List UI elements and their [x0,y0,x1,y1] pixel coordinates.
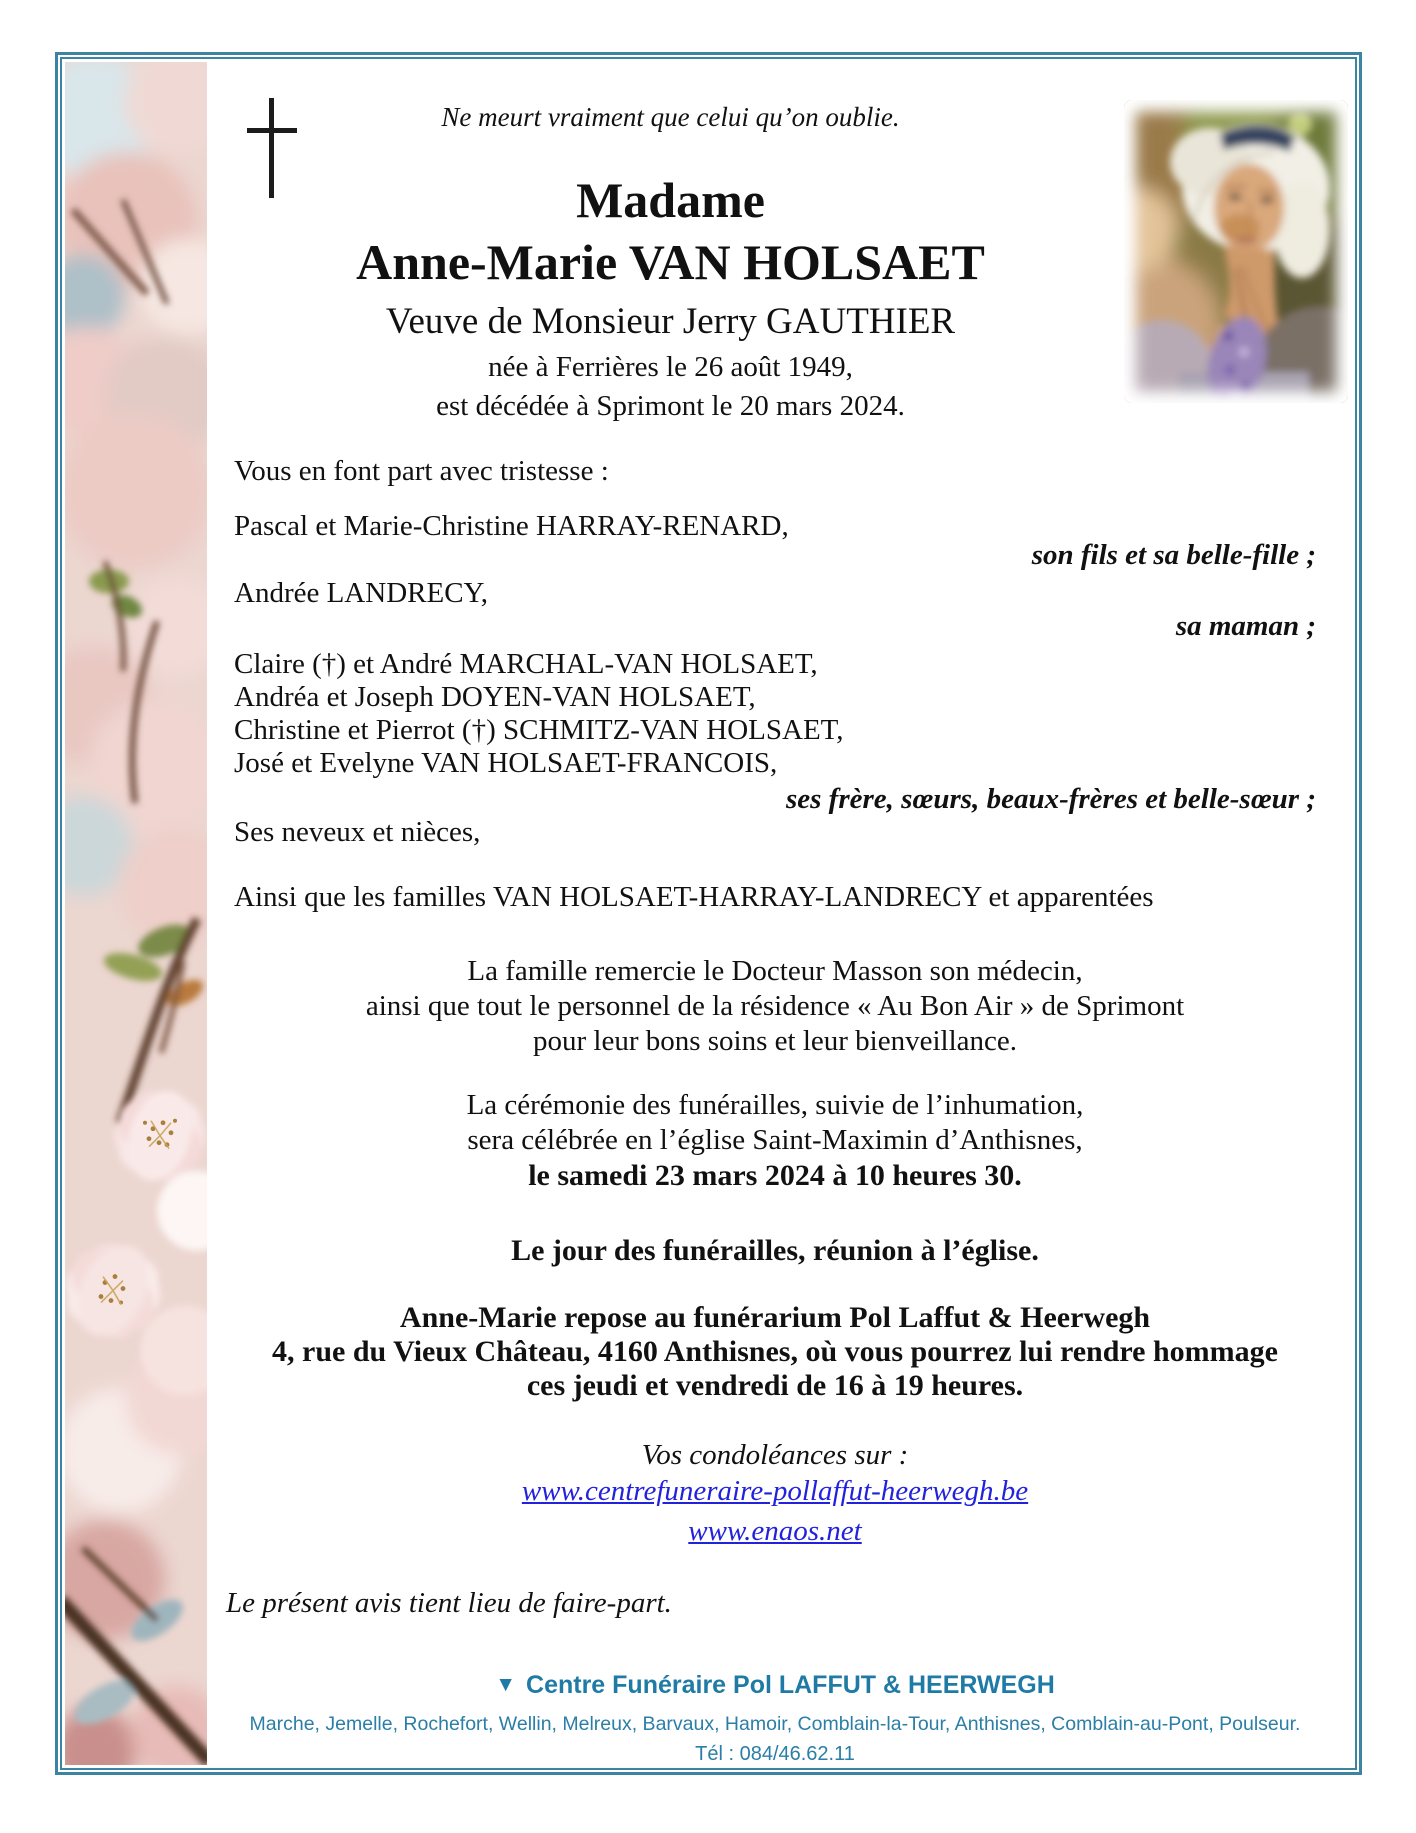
thanks-line: ainsi que tout le personnel de la résidence « Au Bon Air » de Sprimont [365,990,1185,1022]
ceremony-line: sera célébrée en l’église Saint-Maximin d’Anthisnes, [467,1124,1083,1156]
notice-line: Le présent avis tient lieu de faire-part. [226,1587,672,1619]
condolences-label: Vos condoléances sur : [641,1439,909,1471]
death-line: est décédée à Sprimont le 20 mars 2024. [436,390,905,422]
cherry-blossom-image [65,62,207,1765]
families-line: Ainsi que les familles VAN HOLSAET-HARRAY-LANDRECY et apparentées [234,881,1154,913]
funeral-home-phone: Tél : 084/46.62.11 [695,1743,855,1765]
header-block [234,100,1107,425]
deceased-name: Anne-Marie VAN HOLSAET [356,234,985,290]
birth-line: née à Ferrières le 26 août 1949, [488,351,853,383]
funeral-home-towns: Marche, Jemelle, Rochefort, Wellin, Melreux, Barvaux, Hamoir, Comblain-la-Tour, Anthisnes, Comblain-au-Pont, Poulseur. [249,1713,1301,1735]
triangle-down-icon: ▼ [495,1673,517,1696]
son-relation: son fils et sa belle-fille ; [1031,539,1316,571]
mother-line: Andrée LANDRECY, [234,577,488,609]
repose-line: Anne-Marie repose au funérarium Pol Laffut & Heerwegh [399,1301,1151,1334]
repose-hours: ces jeudi et vendredi de 16 à 19 heures. [526,1369,1024,1402]
intro-line: Vous en font part avec tristesse : [234,455,609,487]
memorial-quote: Ne meurt vraiment que celui qu’on oublie. [441,102,900,132]
siblings-relation: ses frère, sœurs, beaux-frères et belle-sœur ; [785,783,1316,815]
mother-relation: sa maman ; [1175,610,1316,642]
card-frame [55,52,1362,1775]
widow-line: Veuve de Monsieur Jerry GAUTHIER [385,301,956,342]
funeral-home-label: Centre Funéraire Pol LAFFUT & HEERWEGH [526,1671,1055,1699]
condolences-website-link[interactable]: www.centrefuneraire-pollaffut-heerwegh.be [521,1475,1029,1507]
announcement-body [207,55,1316,1766]
meeting-line: Le jour des funérailles, réunion à l’église. [511,1234,1039,1267]
ceremony-date: le samedi 23 mars 2024 à 10 heures 30. [528,1159,1022,1192]
sibling-line: José et Evelyne VAN HOLSAET-FRANCOIS, [234,747,778,779]
enaos-website-link[interactable]: www.enaos.net [688,1515,862,1547]
son-line: Pascal et Marie-Christine HARRAY-RENARD, [234,510,789,542]
title-madame: Madame [576,172,765,228]
thanks-line: La famille remercie le Docteur Masson son médecin, [467,955,1083,987]
sibling-line: Claire (†) et André MARCHAL-VAN HOLSAET, [234,648,818,680]
funeral-home-name [234,1670,1316,1702]
nephews-line: Ses neveux et nièces, [234,816,481,848]
repose-address: 4, rue du Vieux Château, 4160 Anthisnes, où vous pourrez lui rendre hommage [272,1335,1278,1368]
sibling-line: Christine et Pierrot (†) SCHMITZ-VAN HOLSAET, [234,714,844,746]
sibling-line: Andréa et Joseph DOYEN-VAN HOLSAET, [234,681,756,713]
thanks-line: pour leur bons soins et leur bienveillance. [532,1025,1017,1057]
ceremony-line: La cérémonie des funérailles, suivie de l’inhumation, [466,1089,1084,1121]
